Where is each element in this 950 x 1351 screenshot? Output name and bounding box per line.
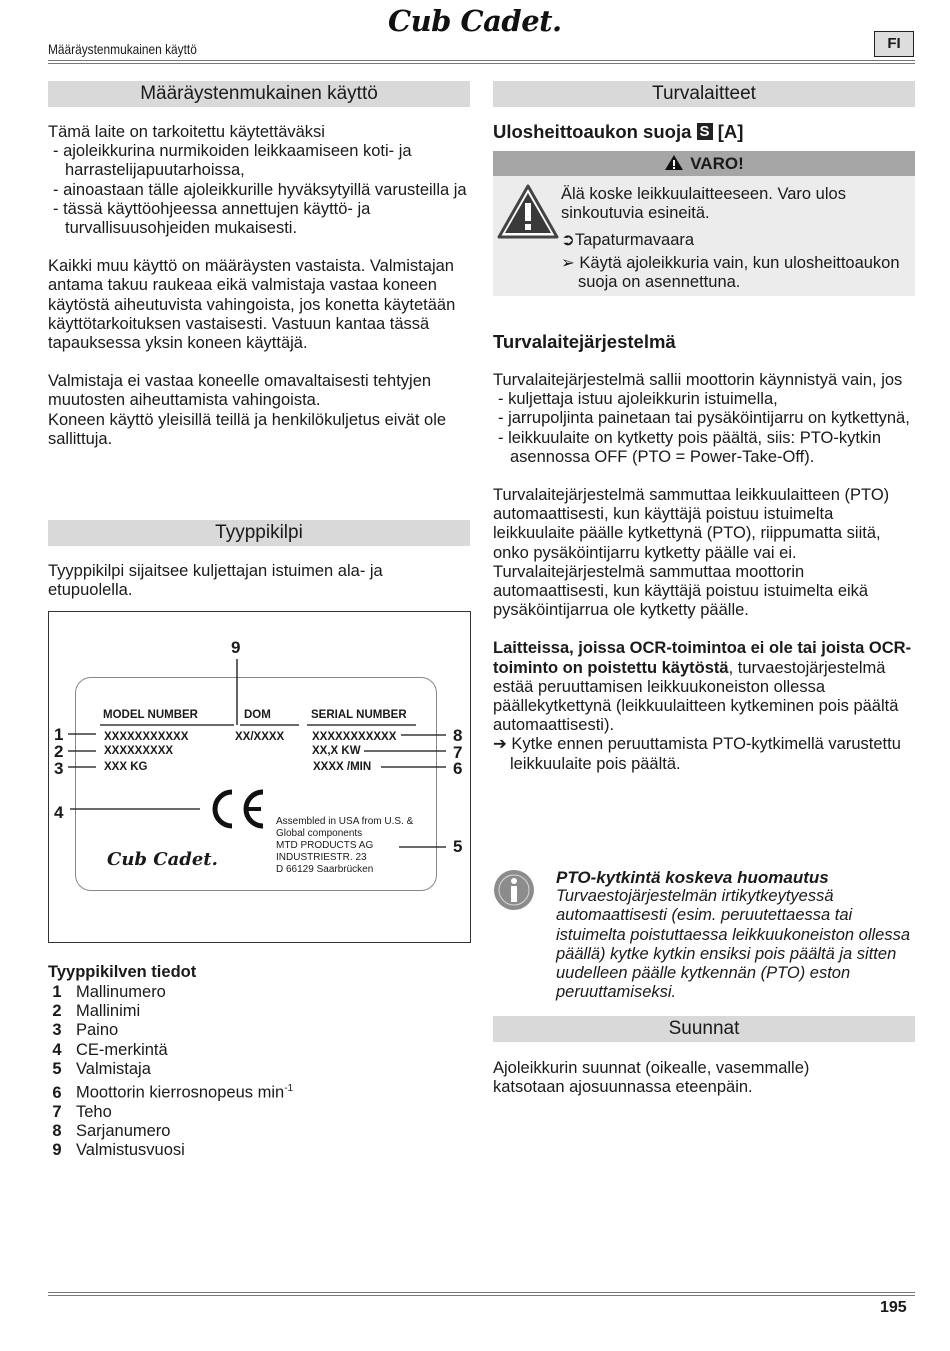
paragraph: Valmistaja ei vastaa koneelle omavaltaisesti tehtyjen muutosten aiheuttamista vahingoista. (48, 372, 432, 410)
list-item: 9 Valmistusvuosi (52, 1141, 185, 1160)
type-plate-text: Tyyppikilpi sijaitsee kuljettajan istuimen ala- ja etupuolella. (48, 562, 383, 600)
list-item: 3 Paino (52, 1021, 119, 1040)
page-number: 195 (880, 1299, 907, 1316)
intended-use-body (48, 123, 473, 449)
paragraph: Turvalaitejärjestelmä sammuttaa moottorin automaattisesti, kun käyttäjä poistuu istuimelta eikä pysäköintijarrua ole kytketty päälle. (493, 562, 869, 620)
info-icon (493, 869, 535, 911)
plate-model-header: MODEL NUMBER (103, 709, 198, 721)
chute-heading: Ulosheittoaukon suoja S [A] (493, 121, 744, 142)
language-badge: FI (874, 31, 914, 57)
callout-6: 6 (453, 759, 463, 778)
directions-text: Ajoleikkurin suunnat (oikealle, vasemmalle) katsotaan ajosuunnassa eteenpäin. (493, 1059, 810, 1097)
callout-3: 3 (54, 759, 64, 778)
list-item: 6 Moottorin kierrosnopeus $\min^{-1}$ (52, 1083, 294, 1102)
plate-dom-header: DOM (244, 709, 271, 721)
list-item: 8 Sarjanumero (52, 1121, 171, 1140)
type-plate-leader-lines (48, 611, 470, 941)
system-heading: Turvalaitejärjestelmä (493, 331, 676, 352)
note-text: Turvaestojärjestelmän irtikytkeytyessä automaattisesti (esim. peruutettaessa tai istuimelta poistuttaessa leikkuukoneiston ollessa päällä) kytke kytkin ensiksi pois päältä ja sitten uudelleen päälle kytkennän (PTO) eston peruuttamiseksi. (556, 887, 911, 1002)
plate-name-value: XXXXXXXXX (104, 745, 174, 757)
callout-4: 4 (54, 803, 64, 822)
list-item: 2 Mallinimi (52, 1002, 141, 1021)
plate-manufacturer: Assembled in USA from U.S. & Global components MTD PRODUCTS AG INDUSTRIESTR. 23 D 66129 Saarbrücken (276, 816, 414, 875)
plate-logo: Cub Cadet. (107, 849, 218, 870)
paragraph: Koneen käyttö yleisillä teillä ja henkilökuljetus eivät ole sallittuja. (48, 410, 447, 448)
callout-5: 5 (453, 837, 463, 856)
brand-logo: Cub Cadet. (388, 4, 562, 38)
section-heading-type-plate: Tyyppikilpi (48, 520, 470, 546)
plate-serial-value: XXXXXXXXXXX (312, 731, 397, 743)
warning-sign-icon (496, 183, 560, 241)
callout-7: 7 (453, 743, 463, 762)
warning-text: Älä koske leikkuulaitteeseen. Varo ulos sinkoutuvia esineitä. (561, 185, 846, 223)
plate-serial-header: SERIAL NUMBER (311, 709, 407, 721)
ce-mark-icon (208, 786, 268, 832)
section-heading-directions: Suunnat (493, 1016, 915, 1042)
list-item: 1 Mallinumero (52, 983, 166, 1001)
legend-title: Tyyppikilven tiedot (48, 963, 197, 981)
intro-text: Tämä laite on tarkoitettu käytettäväksi (48, 123, 325, 141)
list-item: - leikkuulaite on kytketty pois päältä, siis: PTO-kytkin asennossa OFF (PTO = Power-Take-Off). (498, 428, 882, 466)
list-item: - jarrupoljinta painetaan tai pysäköintijarru on kytkettynä, (498, 409, 910, 428)
callout-1: 1 (54, 725, 64, 744)
paragraph: Laitteissa, joissa OCR-toimintoa ei ole tai joista OCR-toiminto on poistettu käytöstä, turvaestojärjestelmä estää peruuttamisen leikkuukoneiston ollessa päällekytkettynä (leikkuulaitteen kytkeminen pois päältä automaattisesti). (493, 639, 912, 735)
hazard-line: ➲Tapaturmavaara (561, 231, 695, 249)
section-heading-safety: Turvalaitteet (493, 81, 915, 107)
plate-dom-value: XX/XXXX (235, 731, 285, 743)
callout-2: 2 (54, 742, 64, 761)
note-title: PTO-kytkintä koskeva huomautus (556, 868, 829, 887)
note-block (556, 868, 916, 1002)
callout-9: 9 (231, 638, 241, 657)
list-item: 7 Teho (52, 1102, 112, 1121)
footer-rule (48, 1295, 915, 1296)
action-line: ➔ Kytke ennen peruuttamista PTO-kytkimellä varustettu leikkuulaite pois päältä. (493, 735, 901, 773)
arrow-icon: ➔ (493, 735, 512, 754)
footer-rule (48, 1292, 915, 1293)
chevron-icon: ➢ (561, 254, 580, 272)
header-rule (48, 60, 915, 61)
plate-rpm-value: XXXX /MIN (313, 761, 372, 773)
arrow-icon: ➲ (561, 231, 575, 249)
chute-badge: S (697, 123, 713, 140)
paragraph: Turvalaitejärjestelmä sallii moottorin käynnistyä vain, jos (493, 371, 903, 389)
list-item: 5 Valmistaja (52, 1059, 151, 1078)
section-heading-intended-use: Määräystenmukainen käyttö (48, 81, 470, 107)
list-item: 4 CE-merkintä (52, 1040, 168, 1059)
paragraph: Turvalaitejärjestelmä sammuttaa leikkuulaitteen (PTO) automaattisesti, kun käyttäjä poistuu istuimelta leikkuulaite päälle kytkettynä (PTO), riippumatta siitä, onko pysäköintijarru kytketty päälle vai ei. (493, 486, 890, 562)
action-line: ➢ Käytä ajoleikkuria vain, kun ulosheittoaukon suoja on asennettuna. (561, 254, 900, 292)
list-item: - kuljettaja istuu ajoleikkurin istuimella, (498, 390, 778, 409)
header-rule (48, 63, 915, 64)
callout-8: 8 (453, 726, 463, 745)
list-item: - tässä käyttöohjeessa annettujen käyttö- ja turvallisuusohjeiden mukaisesti. (53, 199, 371, 238)
running-header: Määräystenmukainen käyttö (48, 41, 197, 57)
system-body (493, 371, 917, 774)
list-item: - ajoleikkurina nurmikoiden leikkaamiseen koti- ja harrastelijapuutarhoissa, (53, 142, 412, 180)
plate-power-value: XX,X KW (312, 745, 361, 757)
list-item: - ainoastaan tälle ajoleikkurille hyväksytyillä varusteilla ja (53, 180, 467, 199)
legend-list (48, 983, 293, 1160)
warning-triangle-icon (664, 154, 684, 171)
plate-weight-value: XXX KG (104, 761, 148, 773)
warning-header: VARO! (493, 151, 915, 176)
paragraph: Kaikki muu käyttö on määräysten vastaista. Valmistajan antama takuu raukeaa eikä valmistaja vastaa koneen käytöstä aiheutuvista vahingoista, jos konetta käytetään käyttötarkoituksen vastaisesti. Vastuun kantaa tässä tapauksessa yksin koneen käyttäjä. (48, 257, 456, 353)
plate-model-value: XXXXXXXXXXX (104, 731, 189, 743)
